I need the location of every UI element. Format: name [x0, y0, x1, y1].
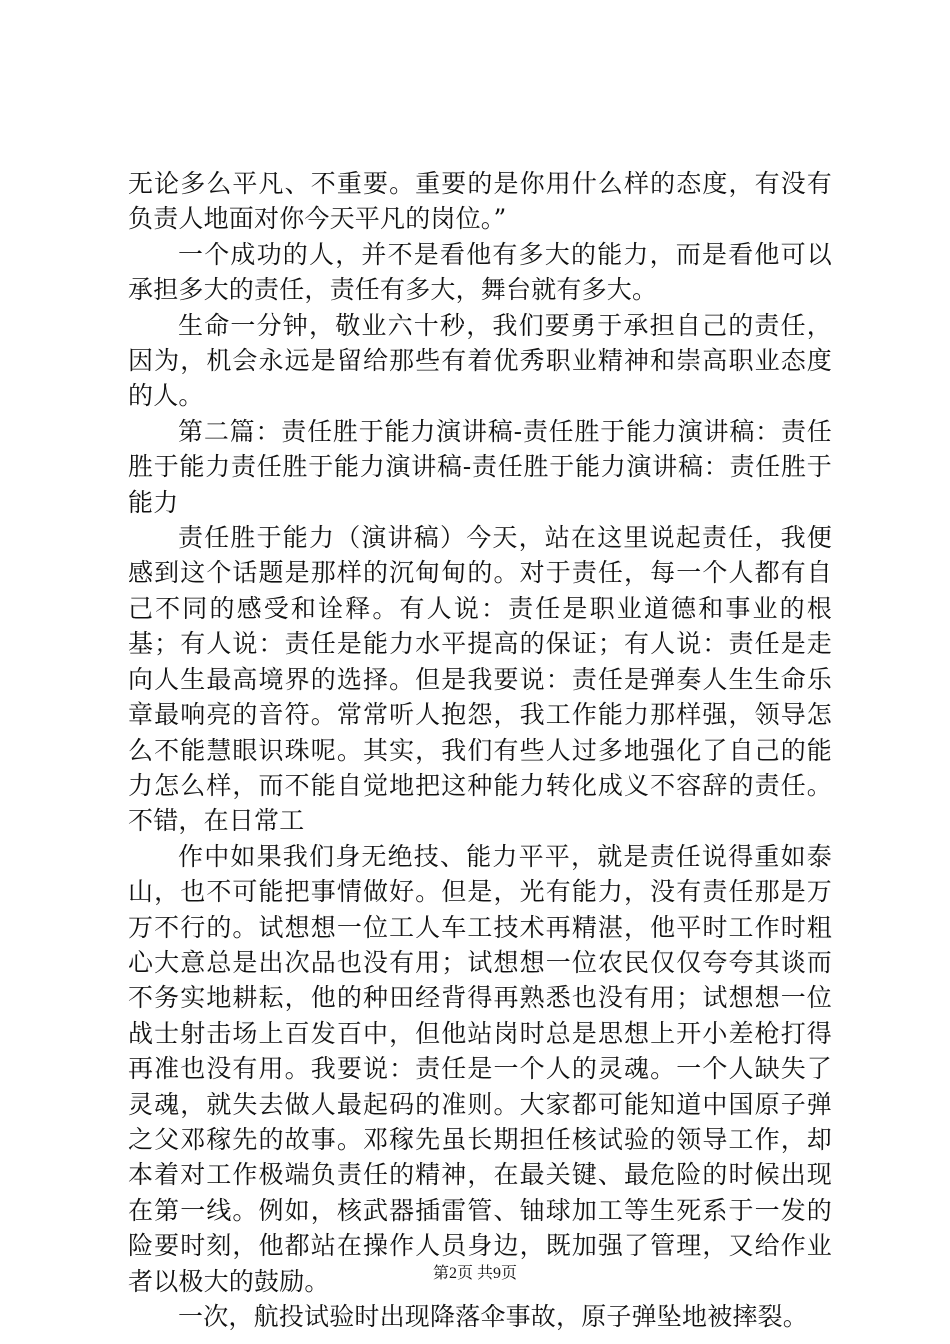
paragraph: 作中如果我们身无绝技、能力平平，就是责任说得重如泰山，也不可能把事情做好。但是，光有能力，没有责任那是万万不行的。试想想一位工人车工技术再精湛，他平时工作时粗心大意总是出次品也没有用；试想想一位农民仅仅夸夸其谈而不务实地耕耘，他的种田经背得再熟悉也没有用；试想想一位战士射击场上百发百中，但他站岗时总是思想上开小差枪打得再准也没有用。我要说：责任是一个人的灵魂。一个人缺失了灵魂，就失去做人最起码的准则。大家都可能知道中国原子弹之父邓稼先的故事。邓稼先虽长期担任核试验的领导工作，却本着对工作极端负责任的精神，在最关键、最危险的时候出现在第一线。例如，核武器插雷管、铀球加工等生死系于一发的险要时刻，他都站在操作人员身边，既加强了管理，又给作业者以极大的鼓励。 — [128, 841, 832, 1296]
paragraph: 生命一分钟，敬业六十秒，我们要勇于承担自己的责任，因为，机会永远是留给那些有着优秀职业精神和崇高职业态度的人。 — [128, 310, 832, 411]
document-body — [128, 166, 832, 1334]
paragraph: 一次，航投试验时出现降落伞事故，原子弹坠地被摔裂。 — [178, 1302, 809, 1331]
paragraph: 一个成功的人，并不是看他有多大的能力，而是看他可以承担多大的责任，责任有多大，舞台就有多大。 — [128, 239, 832, 305]
page-number-footer: 第2页 共9页 — [432, 1265, 517, 1282]
paragraph-continuation: 无论多么平凡、不重要。重要的是你用什么样的态度，有没有负责人地面对你今天平凡的岗位。” — [128, 169, 832, 234]
paragraph: 责任胜于能力（演讲稿）今天，站在这里说起责任，我便感到这个话题是那样的沉甸甸的。对于责任，每一个人都有自己不同的感受和诠释。有人说：责任是职业道德和事业的根基；有人说：责任是能力水平提高的保证；有人说：责任是走向人生最高境界的选择。但是我要说：责任是弹奏人生生命乐章最响亮的音符。常常听人抱怨，我工作能力那样强，领导怎么不能慧眼识珠呢。其实，我们有些人过多地强化了自己的能力怎么样，而不能自觉地把这种能力转化成义不容辞的责任。不错，在日常工 — [128, 523, 832, 836]
section-heading-paragraph: 第二篇：责任胜于能力演讲稿-责任胜于能力演讲稿：责任胜于能力责任胜于能力演讲稿-责任胜于能力演讲稿：责任胜于能力 — [128, 416, 832, 517]
